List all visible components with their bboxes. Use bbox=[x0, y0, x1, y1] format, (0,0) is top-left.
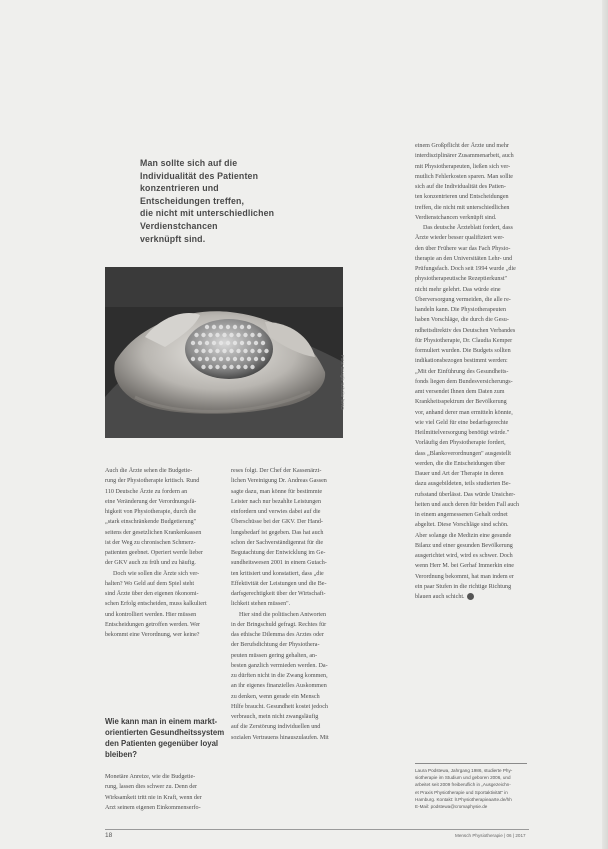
bio-line: Hamburg. Kontakt: lr.Physiotherapieaarte.de/hh bbox=[415, 796, 512, 802]
body-text-line: indikationsbezogen bestimmt werden: bbox=[415, 358, 508, 365]
pull-quote-line: Verdienstchancen bbox=[140, 220, 218, 231]
body-text-line: werden, die die Entscheidungen über bbox=[415, 460, 506, 467]
body-text-line: reses folgt. Der Chef der Kassenärzt- bbox=[231, 468, 322, 474]
body-text-line: Ärzte wieder besser qualifiziert wer- bbox=[415, 235, 505, 242]
ball-spike bbox=[240, 341, 244, 345]
body-text-line: formuliert wurden. Die Budgets sollten bbox=[415, 348, 511, 354]
ball-spike bbox=[243, 349, 247, 353]
ball-spike bbox=[205, 357, 209, 361]
body-text-line: Aber solange die Medizin eine gesunde bbox=[415, 532, 512, 539]
ball-spike bbox=[222, 349, 226, 353]
body-text-line: Leister nach nur bezahlte Leistungen bbox=[231, 498, 322, 505]
ball-spike bbox=[212, 325, 216, 329]
ball-spike bbox=[257, 349, 261, 353]
ball-spike bbox=[219, 341, 223, 345]
body-text-line: „stark einschränkende Budgetierung" bbox=[105, 519, 197, 526]
article-photo bbox=[105, 267, 343, 438]
bio-line: arbeitet seit 2009 freiberuflich in „Ausgezeichn- bbox=[415, 782, 511, 788]
ball-spike bbox=[236, 349, 240, 353]
body-text-line: Überschüsse bei der GKV. Der Hand- bbox=[231, 519, 323, 526]
body-text-line: schen Erfolg entscheiden, muss kalkuliert bbox=[105, 601, 207, 608]
body-text-line: 110 Deutsche Ärzte zu fordern an bbox=[105, 488, 188, 495]
ball-spike bbox=[250, 365, 254, 369]
body-text-line: eine Veränderung der Verordnungsfä- bbox=[105, 498, 197, 505]
bio-line: siotherapie im Studium und geboren 2006, und bbox=[415, 775, 511, 781]
body-text-line: ein paar Stufen in die richtige Richtung bbox=[415, 583, 512, 590]
body-text-line: Hilfe braucht. Gesundheit kostet jedoch bbox=[231, 703, 328, 710]
body-text-line: ausgerichtet wird, wird es schwer. Doch bbox=[415, 553, 513, 559]
ball-spike bbox=[201, 349, 205, 353]
pull-quote bbox=[140, 157, 330, 245]
ball-spike bbox=[212, 357, 216, 361]
bio-line: et Praxis Physiotherapie und Sportaktivität" in bbox=[415, 789, 508, 795]
bio-line: E-Mail: podstewa@cromaphysie.de bbox=[415, 804, 488, 810]
column-1-continued bbox=[105, 772, 217, 813]
ball-spike bbox=[254, 357, 258, 361]
body-text-line: Doch wie sollen die Ärzte sich ver- bbox=[113, 570, 200, 577]
ball-spike bbox=[261, 341, 265, 345]
body-text-line: Hier sind die politischen Antworten bbox=[239, 611, 326, 618]
ball-spike bbox=[254, 341, 258, 345]
ball-spike bbox=[229, 365, 233, 369]
body-text-line: lichkeit stehen müssen". bbox=[231, 601, 291, 608]
ball-spike bbox=[229, 349, 233, 353]
body-text-line: heiten und auch deren für beiden Fall auch bbox=[415, 501, 520, 508]
body-text-line: Das deutsche Ärzteblatt fordert, dass bbox=[423, 225, 513, 231]
body-text-line: zu denken, wenn gerade ein Mensch bbox=[231, 693, 320, 700]
body-text-line: sind Ärzte über den eigenen ökonomi- bbox=[105, 591, 199, 597]
ball-spike bbox=[261, 357, 265, 361]
ball-spike bbox=[233, 341, 237, 345]
body-text-line: physiotherapeutische Rezeptierkunst" bbox=[415, 276, 508, 283]
author-bio bbox=[415, 767, 529, 810]
ball-spike bbox=[226, 341, 230, 345]
ball-spike bbox=[191, 357, 195, 361]
body-text-line: patienten geebnet. Operiert werde lieber bbox=[105, 550, 203, 556]
ball-spike bbox=[201, 333, 205, 337]
body-text-line: Monetäre Anreize, wie die Budgetie- bbox=[105, 774, 196, 780]
body-text-line: der Berufsdichtung der Physiothera- bbox=[231, 642, 320, 649]
pull-quote-line: verknüpft sind. bbox=[140, 233, 206, 244]
body-text-line: Heilmittelversorgung benötigt würde." bbox=[415, 430, 510, 436]
body-text-line: ist der Weg zu chronischen Schmerz- bbox=[105, 539, 196, 546]
ball-spike bbox=[222, 333, 226, 337]
body-text-line: rung der Physiotherapie kritisch. Rund bbox=[105, 478, 200, 485]
ball-spike bbox=[191, 341, 195, 345]
pull-quote-line: Man sollte sich auf die bbox=[140, 158, 238, 168]
ball-spike bbox=[250, 349, 254, 353]
pull-quote-line: konzentrieren und bbox=[140, 183, 219, 194]
photo-credit: Foto: Google Scholar /ERO bbox=[340, 355, 345, 410]
ball-spike bbox=[208, 333, 212, 337]
page-number: 18 bbox=[105, 832, 113, 839]
body-text-line: Wirksamkeit tritt nie in Kraft, wenn der bbox=[105, 794, 202, 801]
ball-spike bbox=[201, 365, 205, 369]
body-text-line: blauen auch schicht. bbox=[415, 592, 527, 602]
subhead-line: orientierten Gesundheitssystem bbox=[105, 728, 225, 737]
body-text-line: mutlich Fehlerkosten sparen. Man sollte bbox=[415, 173, 513, 180]
body-text-line: fonds liegen dem Bundesversicherungs- bbox=[415, 378, 513, 385]
body-text-line: mit Physiotherapeuten, ließen sich ver- bbox=[415, 163, 511, 170]
body-text-line: sich auf die Individualität des Patien- bbox=[415, 184, 506, 190]
ball-spike bbox=[247, 341, 251, 345]
body-text-line: Begutachtung der Entwicklung im Ge- bbox=[231, 550, 326, 556]
ball-spike bbox=[219, 357, 223, 361]
ball-spike bbox=[198, 357, 202, 361]
body-text-line: verbrauch, mein nicht zwangsläufig bbox=[231, 714, 319, 720]
ball-spike bbox=[198, 341, 202, 345]
column-2 bbox=[231, 466, 348, 743]
body-text-line: Verordnung bekommt, hat man indem er bbox=[415, 573, 514, 580]
body-text-line: für Physiotherapie, Dr. Claudia Kemper bbox=[415, 337, 513, 344]
body-text-line: wie viel Geld für eine bedarfsgerechte bbox=[415, 419, 509, 426]
page-edge-shadow bbox=[602, 0, 608, 849]
body-text-line: amt versendet Ihnen dem Daten zum bbox=[415, 389, 505, 395]
body-text-line: abgeltet. Diese Vorschläge sind schön. bbox=[415, 522, 509, 529]
body-text-line: in der Bringschuld gefragt. Rechtes für bbox=[231, 621, 327, 628]
ball-spike bbox=[229, 333, 233, 337]
body-text-line: haben Vorschläge, die durch die Gesu- bbox=[415, 317, 509, 324]
ball-spike bbox=[215, 333, 219, 337]
body-text-line: das ethische Dilemma des Arztes oder bbox=[231, 632, 324, 638]
ball-spike bbox=[222, 365, 226, 369]
body-text-line: handeln kann. Die Physiotherapeuten bbox=[415, 307, 507, 313]
ball-spike bbox=[226, 357, 230, 361]
body-text-line: einfordern und verwies dabei auf die bbox=[231, 509, 321, 515]
column-3 bbox=[415, 141, 527, 602]
ball-spike bbox=[240, 325, 244, 329]
body-text-line: halten? Wo Geld auf dem Spiel steht bbox=[105, 580, 195, 587]
body-text-line: interdisziplinärer Zusammenarbeit, auch bbox=[415, 153, 514, 160]
ball-spike bbox=[233, 325, 237, 329]
body-text-line: vor, anhand derer man ermitteln könnte, bbox=[415, 409, 513, 416]
pull-quote-line: Individualität des Patienten bbox=[140, 170, 259, 181]
body-text-line: dazu ausgebildeten, teils studierten Be- bbox=[415, 481, 511, 488]
body-text-line: sozialen Vertrauens hinauszulaufen. Mit bbox=[231, 734, 329, 741]
body-text-line: seitens der gesetzlichen Krankenkassen bbox=[105, 529, 202, 536]
body-text-line: Bilanz und einer gesunden Bevölkerung bbox=[415, 542, 513, 549]
body-text-line: wenn Herr M. bei Gerhaf Immerkin eine bbox=[415, 563, 514, 570]
body-text-line: Auch die Ärzte sehen die Budgetie- bbox=[105, 468, 193, 474]
ball-spike bbox=[240, 357, 244, 361]
article-end-icon bbox=[467, 593, 474, 600]
ball-spike bbox=[247, 357, 251, 361]
body-text-line: auf die Zerstörung individuellen und bbox=[231, 724, 321, 731]
body-text-line: Arzt seinem eigenen Einkommenserfo- bbox=[105, 804, 201, 811]
body-text-line: rufsstand überlässt. Das würde Unsicher- bbox=[415, 491, 516, 498]
body-text-line: bekommt eine Verordnung, wer keine? bbox=[105, 632, 200, 638]
body-text-line: treffen, die nicht mit unterschiedlichen bbox=[415, 204, 510, 211]
bio-line: Laura Podstewa, Jahrgang 1986, studierte Phy- bbox=[415, 768, 513, 773]
body-text-line: higkeit von Physiotherapie, durch die bbox=[105, 509, 197, 515]
ball-spike bbox=[215, 365, 219, 369]
ball-spike bbox=[236, 365, 240, 369]
body-text-line: dass „Blankoverordnungen" ausgestellt bbox=[415, 450, 511, 457]
ball-spike bbox=[264, 349, 268, 353]
pull-quote-line: die nicht mit unterschiedlichen bbox=[140, 208, 275, 219]
body-text-line: Entscheidungen getroffen werden. Wer bbox=[105, 621, 201, 628]
ball-spike bbox=[219, 325, 223, 329]
bio-divider bbox=[415, 763, 527, 764]
body-text-line: lungsbedarf ist gegeben. Das hat auch bbox=[231, 529, 324, 536]
body-text-line: Effektivität der Leistungen und die Be- bbox=[231, 580, 327, 587]
ball-spike bbox=[208, 365, 212, 369]
ball-spike bbox=[250, 333, 254, 337]
ball-spike bbox=[194, 349, 198, 353]
ball-spike bbox=[215, 349, 219, 353]
body-text-line: ndheitsdirektiv des Deutschen Verbandes bbox=[415, 327, 516, 334]
ball-spike bbox=[236, 333, 240, 337]
ball-spike bbox=[233, 357, 237, 361]
body-text-line: sagte dazu, man könne für bestimmte bbox=[231, 488, 323, 495]
footer-divider bbox=[105, 829, 529, 830]
subhead-line: Wie kann man in einem markt- bbox=[105, 717, 218, 726]
body-text-line: den über Frühere war das Fach Physio- bbox=[415, 245, 511, 252]
body-text-line: Dauer und Art der Therapie in deren bbox=[415, 471, 504, 477]
body-text-line: Überversorgung vermeiden, die alle re- bbox=[415, 296, 511, 303]
ball-spike bbox=[257, 333, 261, 337]
body-text-line: peuten müssen gering gehalten, an- bbox=[231, 652, 318, 659]
body-text-line: besten ganzlich vermieden werden. Da- bbox=[231, 662, 328, 669]
pull-quote-line: Entscheidungen treffen, bbox=[140, 195, 245, 206]
ball-spike bbox=[243, 333, 247, 337]
journal-footer: Mensch Physiotherapie | 06 | 2017 bbox=[455, 833, 526, 838]
body-text-line: Prüfungsfach. Doch seit 1994 wurde „die bbox=[415, 266, 516, 272]
body-text-line: in einem angemessenen Gehalt ordnet bbox=[415, 512, 508, 518]
ball-spike bbox=[205, 341, 209, 345]
ball-spike bbox=[194, 333, 198, 337]
ball-spike bbox=[243, 365, 247, 369]
subhead-line: den Patienten gegenüber loyal bbox=[105, 739, 219, 748]
ball-spike bbox=[212, 341, 216, 345]
body-text-line: nicht mehr gelehrt. Das würde eine bbox=[415, 286, 501, 293]
column-1 bbox=[105, 466, 217, 640]
body-text-line: einem Großpflicht der Ärzte und mehr bbox=[415, 143, 509, 149]
subhead-line: bleiben? bbox=[105, 750, 138, 759]
body-text-line: „Mit der Einführung des Gesundheits- bbox=[415, 368, 509, 375]
body-text-line: und kontrolliert werden. Hier müssen bbox=[105, 611, 197, 618]
body-text-line: Vorläufig den Physiotherapie fordert, bbox=[415, 440, 506, 447]
body-text-line: lichen Vereinigung Dr. Andreas Gassen bbox=[231, 478, 327, 485]
ball-spike bbox=[226, 325, 230, 329]
body-text-line: Krankheitsspektrum der Bevölkerung bbox=[415, 399, 507, 406]
body-text-line: ten konzentrieren und Entscheidungen bbox=[415, 194, 509, 201]
body-text-line: zu dürften nicht in die Zwang kommen, bbox=[231, 673, 328, 679]
ball-spike bbox=[247, 325, 251, 329]
hands-holding-massage-ball-icon bbox=[105, 267, 343, 438]
body-text-line: an ihr eigenes finanzielles Auskommen bbox=[231, 683, 327, 690]
body-text-line: sundheitswesen 2001 in einem Gutach- bbox=[231, 560, 327, 567]
body-text-line: rung, lassen dies schwer zu. Denn der bbox=[105, 784, 198, 791]
body-text-line: therapie an den Universitäten Lehr- und bbox=[415, 255, 513, 262]
body-text-line: schon der Sachverständigenrat für die bbox=[231, 539, 324, 546]
ball-spike bbox=[208, 349, 212, 353]
section-subhead bbox=[105, 716, 225, 760]
ball-spike bbox=[205, 325, 209, 329]
body-text-line: ten kritisiert und konstatiert, dass „die bbox=[231, 570, 324, 577]
body-text-line: Verdienstchancen verknüpft sind. bbox=[415, 214, 497, 221]
body-text-line: darfsgerechtigkeit über der Wirtschaft- bbox=[231, 591, 326, 597]
body-text-line: der GKV auch zu früh und zu häufig. bbox=[105, 560, 196, 567]
